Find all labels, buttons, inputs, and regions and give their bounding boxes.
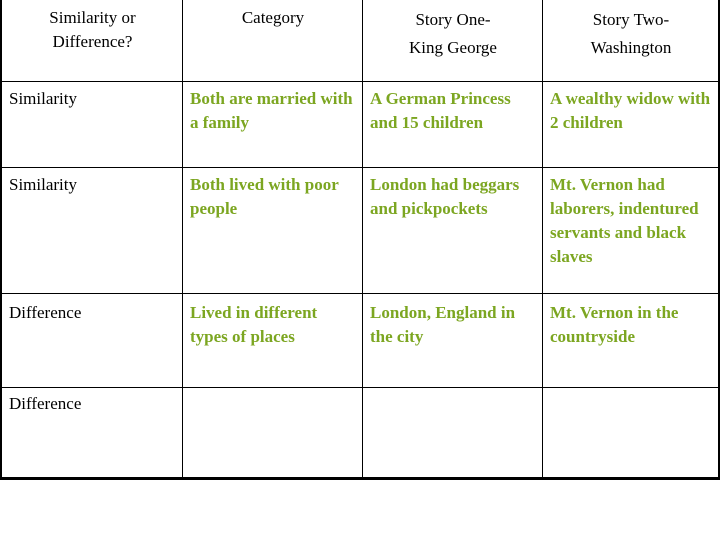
table-row xyxy=(2,168,718,294)
header-cell xyxy=(542,0,718,81)
header-text: Story One- xyxy=(415,10,491,29)
table-cell: Difference xyxy=(9,303,82,322)
table-cell: A German Princess and 15 children xyxy=(362,82,542,167)
header-cell xyxy=(362,0,542,81)
table-row xyxy=(2,294,718,388)
table-cell: Lived in different types of places xyxy=(182,294,362,387)
header-text: King George xyxy=(409,38,497,57)
table-cell: A wealthy widow with 2 children xyxy=(542,82,718,167)
header-text: Washington xyxy=(590,38,672,57)
table-cell xyxy=(362,388,542,477)
header-cell xyxy=(182,0,362,81)
table-cell: Both are married with a family xyxy=(182,82,362,167)
table-cell: Difference xyxy=(9,394,82,413)
table-cell: London, England in the city xyxy=(362,294,542,387)
table-cell: Mt. Vernon had laborers, indentured servants and black slaves xyxy=(542,168,718,293)
table-row xyxy=(2,388,718,477)
header-text: Difference? xyxy=(52,32,133,51)
table-cell: Mt. Vernon in the countryside xyxy=(542,294,718,387)
header-cell xyxy=(2,0,182,81)
table-cell: Both lived with poor people xyxy=(182,168,362,293)
table-cell xyxy=(182,388,362,477)
table-cell xyxy=(542,388,718,477)
header-text: Story Two- xyxy=(592,10,670,29)
table-cell: Similarity xyxy=(9,175,77,194)
header-text: Similarity or xyxy=(49,8,136,27)
table-cell: London had beggars and pickpockets xyxy=(362,168,542,293)
table-header-row xyxy=(2,0,718,82)
table-cell: Similarity xyxy=(9,89,77,108)
table-row xyxy=(2,82,718,168)
header-text: Category xyxy=(241,8,305,27)
